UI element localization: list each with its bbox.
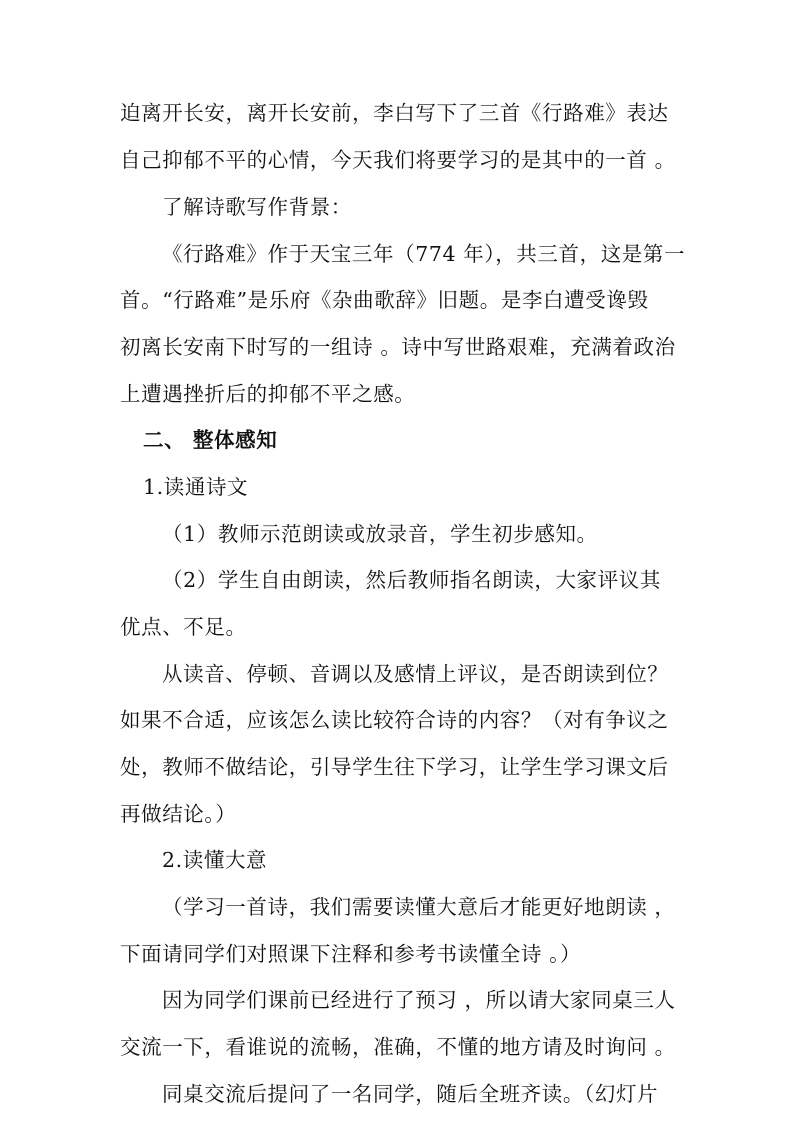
text-line: （2）学生自由朗读，然后教师指名朗读，大家评议其 [162, 568, 661, 592]
text-line: （1）教师示范朗读或放录音，学生初步感知。 [162, 522, 598, 546]
text-line: 上遭遇挫折后的抑郁不平之感。 [120, 382, 416, 406]
subsection-heading: 2.读懂大意 [162, 848, 268, 872]
text-line: 同桌交流后提问了一名同学，随后全班齐读。（幻灯片 [162, 1082, 659, 1106]
text-line: 首。“行路难”是乐府《杂曲歌辞》旧题。是李白遭受谗毁 [120, 288, 649, 312]
text-line: 优点、不足。 [120, 615, 247, 639]
text-line: 交流一下，看谁说的流畅，准确，不懂的地方请及时询问 。 [120, 1035, 676, 1059]
text-line: 从读音、停顿、音调以及感情上评议，是否朗读到位？ [162, 662, 669, 686]
text-line: （学习一首诗，我们需要读懂大意后才能更好地朗读 ， [162, 895, 676, 919]
text-line: 初离长安南下时写的一组诗 。诗中写世路艰难，充满着政治 [120, 335, 676, 359]
text-line: 自己抑郁不平的心情，今天我们将要学习的是其中的一首 。 [120, 148, 676, 172]
subsection-heading: 1.读通诗文 [143, 475, 249, 499]
section-heading: 二、 整体感知 [143, 428, 278, 452]
text-line: 下面请同学们对照课下注释和参考书读懂全诗 。） [120, 942, 582, 966]
text-line: 了解诗歌写作背景： [162, 195, 352, 219]
text-line: 《行路难》作于天宝三年（774 年），共三首，这是第一 [162, 242, 686, 266]
text-line: 因为同学们课前已经进行了预习 ，所以请大家同桌三人 [162, 988, 676, 1012]
text-line: 再做结论。） [120, 802, 237, 826]
text-line: 处，教师不做结论，引导学生往下学习，让学生学习课文后 [120, 755, 669, 779]
text-line: 迫离开长安，离开长安前，李白写下了三首《行路难》表达 [120, 101, 669, 125]
text-line: 如果不合适，应该怎么读比较符合诗的内容？（对有争议之 [120, 708, 669, 732]
